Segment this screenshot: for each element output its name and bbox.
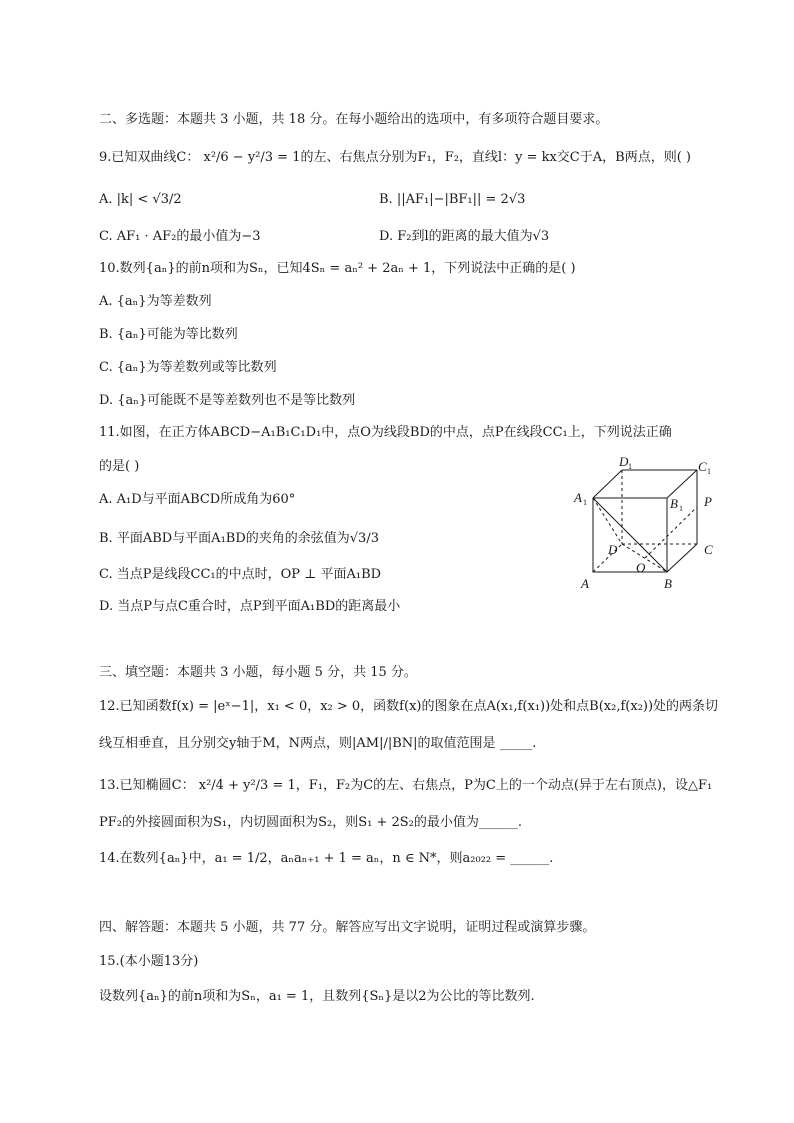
cube-figure	[570, 450, 730, 595]
question-11-option-b: B. 平面ABD与平面A₁BD的夹角的余弦值为√3/3	[99, 531, 379, 546]
question-10-stem: 10.数列{aₙ}的前n项和为Sₙ，已知4Sₙ = aₙ² + 2aₙ + 1，下列说法中正确的是( )	[99, 261, 576, 276]
question-9-option-a: A. |k| < √3/2	[99, 192, 182, 207]
question-13-line-2: PF₂的外接圆面积为S₁，内切圆面积为S₂，则S₁ + 2S₂的最小值为______.	[99, 815, 523, 830]
question-15-points: 15.(本小题13分)	[99, 954, 199, 969]
question-9-stem: 9.已知双曲线C： x²/6 − y²/3 = 1的左、右焦点分别为F₁，F₂，直线l：y = kx交C于A，B两点，则( )	[99, 150, 691, 165]
label-a1: A	[574, 490, 582, 505]
label-c1: C	[698, 459, 707, 474]
section-3-heading: 三、填空题：本题共 3 小题，每小题 5 分，共 15 分。	[99, 665, 417, 680]
label-o: O	[636, 560, 646, 575]
question-11-option-a: A. A₁D与平面ABCD所成角为60°	[99, 492, 296, 507]
question-9-option-d: D. F₂到l的距离的最大值为√3	[379, 229, 550, 244]
question-12-line-1: 12.已知函数f(x) = |eˣ−1|，x₁ < 0，x₂ > 0，函数f(x)的图象在点A(x₁,f(x₁))处和点B(x₂,f(x₂))处的两条切	[99, 699, 719, 714]
section-4-heading: 四、解答题：本题共 5 小题，共 77 分。解答应写出文字说明，证明过程或演算步骤。	[99, 920, 596, 935]
section-2-heading: 二、多选题：本题共 3 小题，共 18 分。在每小题给出的选项中，有多项符合题目要求。	[99, 112, 609, 127]
question-14: 14.在数列{aₙ}中，a₁ = 1/2，aₙaₙ₊₁ + 1 = aₙ，n ∈ N*，则a₂₀₂₂ = ______.	[99, 851, 554, 866]
question-11-stem-line-2: 的是( )	[99, 459, 140, 474]
label-c: C	[704, 542, 713, 557]
question-11-stem-line-1: 11.如图，在正方体ABCD−A₁B₁C₁D₁中，点O为线段BD的中点，点P在线段CC₁上，下列说法正确	[99, 425, 672, 440]
label-d1: D	[619, 454, 629, 469]
svg-text:1: 1	[583, 498, 587, 507]
question-11-option-c: C. 当点P是线段CC₁的中点时，OP ⊥ 平面A₁BD	[99, 567, 382, 582]
question-10-option-d: D. {aₙ}可能既不是等差数列也不是等比数列	[99, 393, 356, 408]
question-10-option-a: A. {aₙ}为等差数列	[99, 294, 212, 309]
question-9-option-c: C. AF₁ · AF₂的最小值为−3	[99, 229, 261, 244]
question-15-stem: 设数列{aₙ}的前n项和为Sₙ，a₁ = 1，且数列{Sₙ}是以2为公比的等比数列.	[99, 989, 535, 1004]
svg-text:1: 1	[679, 504, 683, 513]
question-11-option-d: D. 当点P与点C重合时，点P到平面A₁BD的距离最小	[99, 599, 401, 614]
label-b: B	[664, 576, 672, 591]
label-a: A	[581, 576, 589, 591]
question-10-option-c: C. {aₙ}为等差数列或等比数列	[99, 360, 277, 375]
svg-text:1: 1	[707, 467, 711, 476]
question-10-option-b: B. {aₙ}可能为等比数列	[99, 327, 238, 342]
label-p: P	[704, 494, 712, 509]
label-b1: B	[670, 496, 678, 511]
question-12-line-2: 线互相垂直，且分别交y轴于M，N两点，则|AM|/|BN|的取值范围是 _____.	[99, 736, 537, 751]
question-9-option-b: B. ||AF₁|−|BF₁|| = 2√3	[379, 192, 526, 207]
question-13-line-1: 13.已知椭圆C： x²/4 + y²/3 = 1，F₁，F₂为C的左、右焦点，P为C上的一个动点(异于左右顶点)，设△F₁	[99, 778, 713, 793]
label-d: D	[608, 542, 618, 557]
svg-text:1: 1	[628, 462, 632, 471]
